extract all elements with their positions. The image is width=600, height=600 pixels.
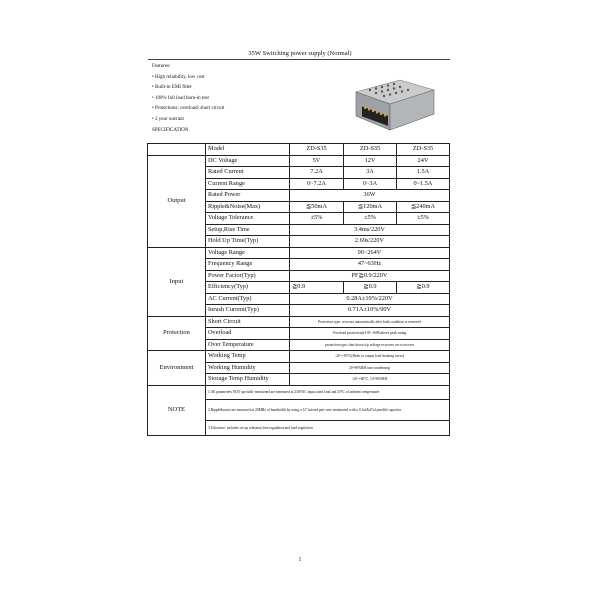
cell-value: PF≧0.9/220V (290, 270, 450, 282)
table-row (148, 385, 450, 400)
row-label: Ripple&Noise(Max) (206, 201, 290, 213)
row-label: Current Range (206, 178, 290, 190)
model-cell: ZD-S35 (344, 144, 397, 156)
row-label: DC Voltage (206, 155, 290, 167)
row-label: Short Circuit (206, 316, 290, 328)
cell-value: ≧0.9 (344, 282, 397, 294)
cell-value: ≦120mA (344, 201, 397, 213)
power-supply-image (350, 74, 436, 134)
table-row (148, 351, 450, 363)
feature-item: • 2 year warrant (152, 116, 184, 122)
spec-heading: SPECIFICATION (152, 127, 189, 133)
cell-value: -20~+50℃(Refer to output load derating curve) (290, 351, 450, 363)
cell-value: 3.4ms/220V (290, 224, 450, 236)
row-label: Over Temperature (206, 339, 290, 351)
cell-value: 12V (344, 155, 397, 167)
table-row (148, 247, 450, 259)
cell-value: ≦240mA (397, 201, 450, 213)
row-label: Overload (206, 328, 290, 340)
cell-value: 24V (397, 155, 450, 167)
cell-value: 2.69s/220V (290, 236, 450, 248)
cell-value: -20~+60℃, 10~90%RH (290, 374, 450, 386)
cell-value: 3A (344, 167, 397, 179)
specification-table (147, 143, 450, 436)
cell-value: 0.28A±10%/220V (290, 293, 450, 305)
note-item: 3.Tolerance: includes set up tolerance,line regulation and load regulation. (206, 421, 450, 436)
page-number: 1 (298, 557, 302, 563)
model-cell: ZD-S35 (290, 144, 344, 156)
cell-value: protection type: shut down o/p voltage re-power on to recover (290, 339, 450, 351)
section-output: Output (148, 155, 206, 247)
feature-item: • Protections: overload/ short circuit (152, 106, 225, 112)
row-label: Power Factor(Typ) (206, 270, 290, 282)
cell-value: 0~7.2A (290, 178, 344, 190)
table-row (148, 316, 450, 328)
row-label: Storage Temp Humidity (206, 374, 290, 386)
note-item: 2.Ripple&noise are measured at 20MHz of bandwidth by using a 12"twisted pair-wire terminated with a 0.1uf&47uf parallel capacitor (206, 400, 450, 421)
row-label: Frequency Range (206, 259, 290, 271)
row-label: Rated Power (206, 190, 290, 202)
model-label: Model (206, 144, 290, 156)
cell-value: ≦50mA (290, 201, 344, 213)
feature-item: • 100% full load burn-in test (152, 95, 209, 101)
features-heading: Features: (152, 64, 171, 69)
cell-value: 36W (290, 190, 450, 202)
row-label: Hold Up Time(Typ) (206, 236, 290, 248)
cell-value: 5V (290, 155, 344, 167)
row-label: Inrush Current(Typ) (206, 305, 290, 317)
section-note: NOTE (148, 385, 206, 435)
cell-value: 90~264V (290, 247, 450, 259)
cell-value: 7.2A (290, 167, 344, 179)
cell-value: 20~90%RH non-condensing (290, 362, 450, 374)
cell-value: ±5% (290, 213, 344, 225)
feature-item: • Built-in EMI filter (152, 85, 192, 91)
header-blank (148, 144, 206, 156)
section-input: Input (148, 247, 206, 316)
row-label: AC Current(Typ) (206, 293, 290, 305)
row-label: Working Humidity (206, 362, 290, 374)
table-row (148, 144, 450, 156)
cell-value: ±5% (344, 213, 397, 225)
document-title: 35W Switching power supply (Normal) (248, 50, 352, 57)
cell-value: 1.5A (397, 167, 450, 179)
row-label: Working Temp (206, 351, 290, 363)
cell-value: Protection type: recovers automatically after fault condition is removed (290, 316, 450, 328)
table-row (148, 155, 450, 167)
model-cell: ZD-S35 (397, 144, 450, 156)
title-divider (148, 59, 450, 60)
cell-value: ≧0.9 (290, 282, 344, 294)
cell-value: ≧0.9 (397, 282, 450, 294)
cell-value: 0~3A (344, 178, 397, 190)
row-label: Voltage Range (206, 247, 290, 259)
row-label: Rated Current (206, 167, 290, 179)
cell-value: 0.71A±10%/90V (290, 305, 450, 317)
section-environment: Environment (148, 351, 206, 386)
section-protection: Protection (148, 316, 206, 351)
row-label: Voltage Tolerance (206, 213, 290, 225)
cell-value: Overload protection@105~160%above peak rating (290, 328, 450, 340)
row-label: Efficiency(Typ) (206, 282, 290, 294)
feature-item: • High reliability, low cost (152, 74, 205, 80)
features-section (152, 62, 224, 136)
cell-value: ±5% (397, 213, 450, 225)
note-item: 1.All parameters NOT specially mentioned are measured at 230VAC input,rated load and 25℃ of ambient temperature (206, 385, 450, 400)
cell-value: 0~1.5A (397, 178, 450, 190)
row-label: Setup,Rise Time (206, 224, 290, 236)
cell-value: 47~63Hz (290, 259, 450, 271)
